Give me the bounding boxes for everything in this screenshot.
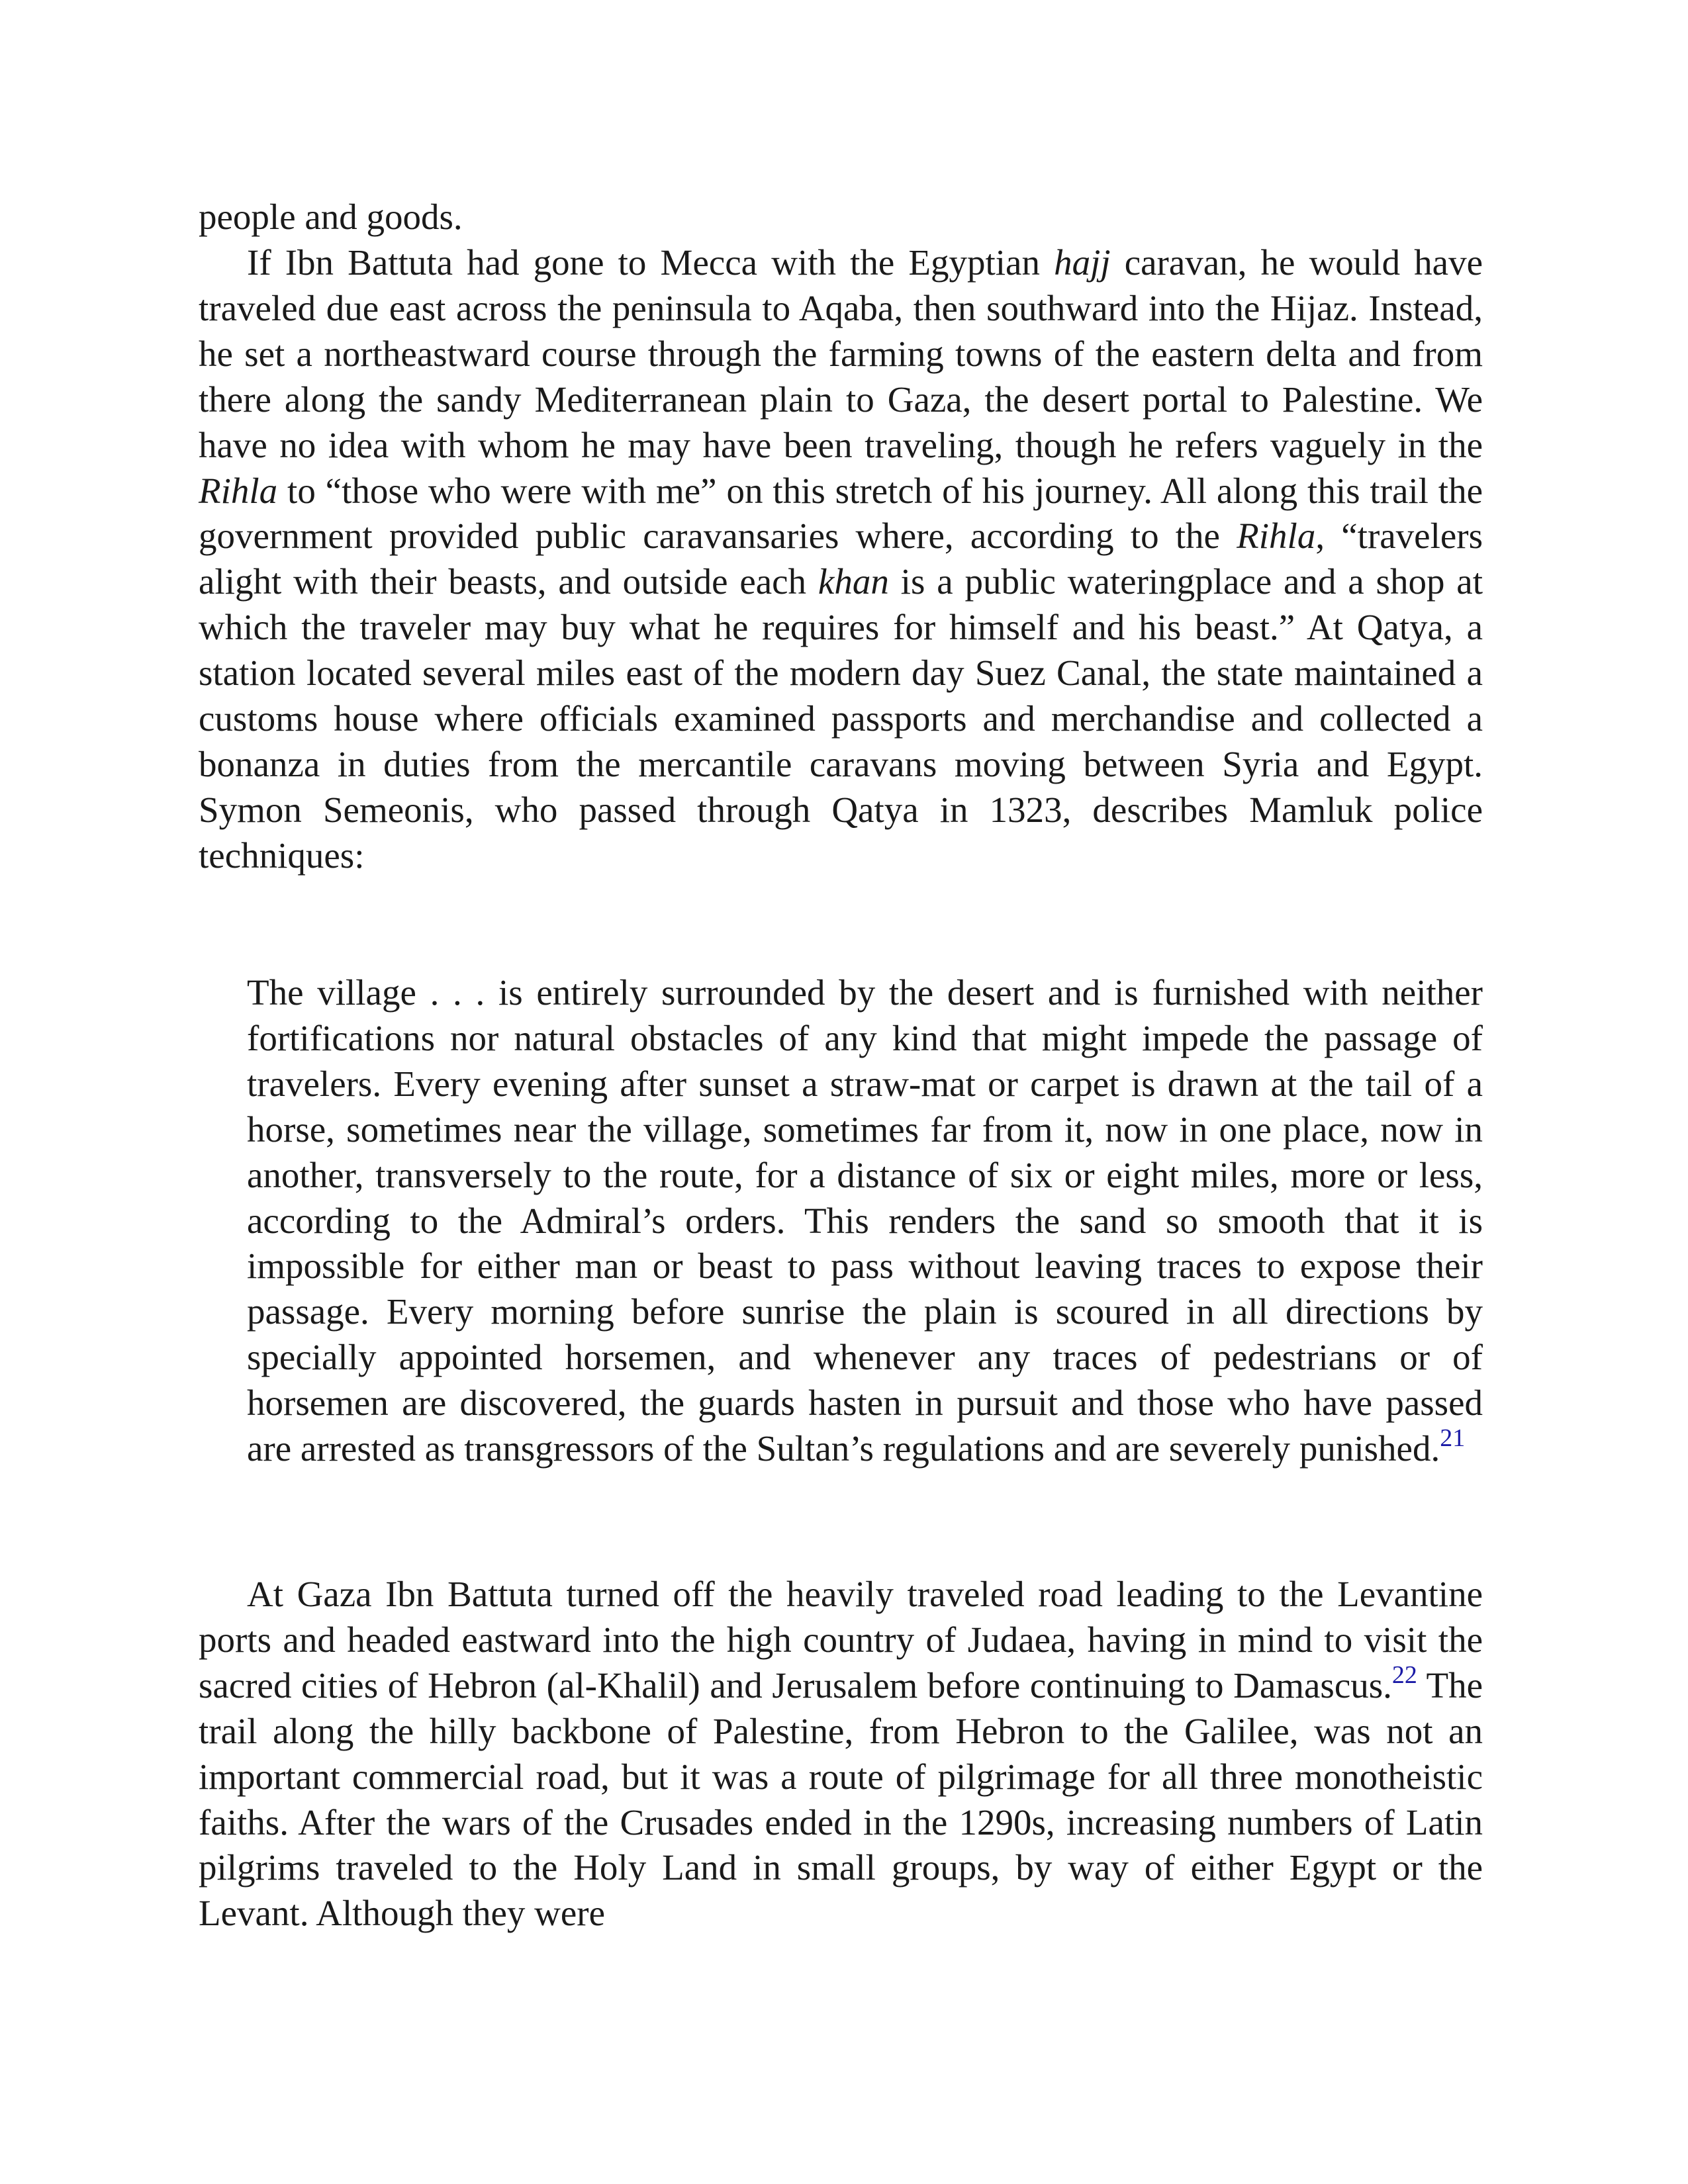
paragraph-continuation	[199, 195, 1483, 240]
footnote-link-22[interactable]: 22	[1391, 1661, 1417, 1689]
paragraph-gaza	[199, 1572, 1483, 1936]
text-run: If Ibn Battuta had gone to Mecca with the Egyptian	[247, 242, 1055, 283]
italic-term-khan: khan	[818, 561, 889, 602]
paragraph-caravan-route	[199, 240, 1483, 879]
italic-title-rihla: Rihla	[199, 470, 278, 511]
text-run: The trail along the hilly backbone of Palestine, from Hebron to the Galilee, was not an important commercial road, but it was a route of pilgrimage for all three monotheistic faiths. After the wars of the Crusades ended in the 1290s, increasing numbers of Latin pilgrims traveled to the Holy Land in small groups, by way of either Egypt or the Levant. Although they were	[199, 1664, 1483, 1934]
paragraph-text: people and goods.	[199, 197, 463, 237]
paragraph-text	[199, 1572, 1483, 1936]
italic-term-hajj: hajj	[1054, 242, 1111, 283]
block-quote	[247, 970, 1483, 1472]
paragraph-text	[199, 240, 1483, 879]
quote-text	[247, 970, 1483, 1472]
text-run: is a public wateringplace and a shop at which the traveler may buy what he requires for himself and his beast.” At Qatya, a station located several miles east of the modern day Suez Canal, the state maintained a customs house where officials examined passports and merchandise and collected a bonanza in duties from the mercantile caravans moving between Syria and Egypt. Symon Semeonis, who passed through Qatya in 1323, describes Mamluk police techniques:	[199, 561, 1483, 876]
text-run: , “travelers alight with their beasts, and outside each	[199, 516, 1483, 602]
text-run: The village . . . is entirely surrounded by the desert and is furnished with neither fortifications nor natural obstacles of any kind that might impede the passage of travelers. Every evening after sunset a straw-mat or carpet is drawn at the tail of a horse, sometimes near the village, sometimes far from it, now in one place, now in another, transversely to the route, for a distance of six or eight miles, more or less, according to the Admiral’s orders. This renders the sand so smooth that it is impossible for either man or beast to pass without leaving traces to expose their passage. Every morning before sunrise the plain is scoured in all directions by specially appointed horsemen, and whenever any traces of pedestrians or of horsemen are discovered, the guards hasten in pursuit and those who have passed are arrested as transgressors of the Sultan’s regulations and are severely punished.	[247, 972, 1483, 1469]
footnote-link-21[interactable]: 21	[1440, 1424, 1466, 1453]
text-run: to “those who were with me” on this stretch of his journey. All along this trail the government provided public caravansaries where, according to the	[199, 470, 1483, 557]
italic-title-rihla: Rihla	[1237, 516, 1316, 557]
text-run: At Gaza Ibn Battuta turned off the heavily traveled road leading to the Levantine ports and headed eastward into the high country of Judaea, having in mind to visit the sacred cities of Hebron (al-Khalil) and Jerusalem before continuing to Damascus.	[199, 1574, 1483, 1706]
text-run: caravan, he would have traveled due east across the peninsula to Aqaba, then southward into the Hijaz. Instead, he set a northeastward course through the farming towns of the eastern delta and from there along the sandy Mediterranean plain to Gaza, the desert portal to Palestine. We have no idea with whom he may have been traveling, though he refers vaguely in the	[199, 242, 1483, 465]
